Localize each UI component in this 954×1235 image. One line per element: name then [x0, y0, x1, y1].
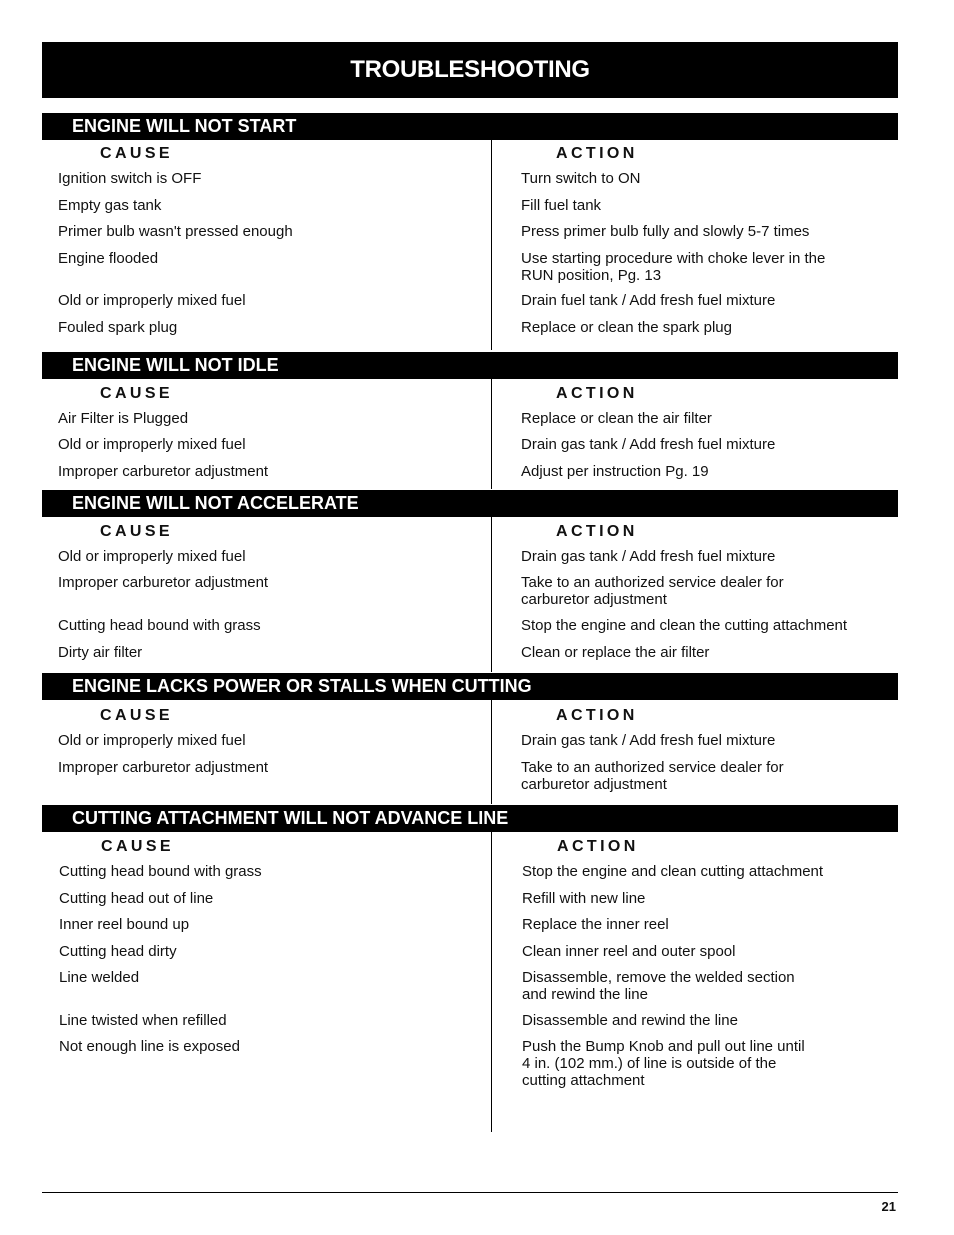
cause-text: Ignition switch is OFF: [58, 170, 202, 187]
cause-text: Improper carburetor adjustment: [58, 759, 269, 776]
cause-text: Dirty air filter: [58, 644, 143, 661]
cause-text: Fouled spark plug: [58, 319, 178, 336]
cause-text: Not enough line is exposed: [59, 1038, 240, 1055]
action-line: Replace or clean the air filter: [521, 410, 712, 427]
action-column-header: ACTION: [556, 523, 638, 540]
cause-column-header: CAUSE: [100, 145, 174, 162]
action-text: [521, 319, 732, 336]
action-line: Replace or clean the spark plug: [521, 319, 732, 336]
cause-text: Line welded: [59, 969, 140, 986]
action-line: Drain gas tank / Add fresh fuel mixture: [521, 436, 776, 453]
action-text: [521, 436, 775, 453]
action-column-header: ACTION: [557, 838, 639, 855]
cause-text: Line twisted when refilled: [59, 1012, 227, 1029]
cause-column-header: CAUSE: [100, 707, 174, 724]
action-text: [521, 732, 775, 749]
action-column-header: ACTION: [556, 707, 638, 724]
action-text: [521, 644, 709, 661]
action-line: Refill with new line: [522, 890, 646, 907]
cause-column-header: CAUSE: [100, 523, 174, 540]
cause-text: Old or improperly mixed fuel: [58, 732, 246, 749]
footer-rule: [42, 1192, 898, 1193]
action-text: [521, 292, 775, 309]
cause-text: Improper carburetor adjustment: [58, 463, 269, 480]
cause-text: Improper carburetor adjustment: [58, 574, 269, 591]
cause-text: Cutting head dirty: [59, 943, 177, 960]
cause-text: Old or improperly mixed fuel: [58, 548, 246, 565]
action-line: Drain gas tank / Add fresh fuel mixture: [521, 548, 776, 565]
action-line: Stop the engine and clean cutting attachment: [522, 863, 824, 880]
action-text: [522, 890, 645, 907]
action-line: and rewind the line: [522, 986, 648, 1003]
action-line: Drain fuel tank / Add fresh fuel mixture: [521, 292, 776, 309]
action-text: [521, 759, 784, 793]
action-text: [521, 410, 712, 427]
cause-text: Cutting head bound with grass: [59, 863, 262, 880]
cause-text: Engine flooded: [58, 250, 159, 267]
column-divider: [491, 379, 492, 489]
section-heading: ENGINE LACKS POWER OR STALLS WHEN CUTTING: [42, 673, 898, 700]
action-text: [522, 916, 669, 933]
action-line: Drain gas tank / Add fresh fuel mixture: [521, 732, 776, 749]
action-line: Use starting procedure with choke lever in the: [521, 250, 826, 267]
cause-text: Old or improperly mixed fuel: [58, 436, 246, 453]
action-column-header: ACTION: [556, 385, 638, 402]
action-line: cutting attachment: [522, 1072, 645, 1089]
column-divider: [491, 700, 492, 804]
action-line: carburetor adjustment: [521, 776, 667, 793]
action-line: Adjust per instruction Pg. 19: [521, 463, 709, 480]
action-line: Take to an authorized service dealer for: [521, 759, 784, 776]
page-number: 21: [881, 1199, 896, 1214]
action-text: [522, 1012, 738, 1029]
section-heading: ENGINE WILL NOT IDLE: [42, 352, 898, 379]
action-line: RUN position, Pg. 13: [521, 267, 662, 284]
action-line: Push the Bump Knob and pull out line until: [522, 1038, 805, 1055]
action-text: [521, 617, 847, 634]
action-column-header: ACTION: [556, 145, 638, 162]
action-text: [521, 250, 825, 284]
action-text: [521, 197, 601, 214]
action-line: Replace the inner reel: [522, 916, 669, 933]
action-text: [521, 548, 775, 565]
action-line: Disassemble and rewind the line: [522, 1012, 738, 1029]
column-divider: [491, 832, 492, 1132]
cause-column-header: CAUSE: [101, 838, 175, 855]
action-line: Stop the engine and clean the cutting attachment: [521, 617, 848, 634]
cause-text: Air Filter is Plugged: [58, 410, 189, 427]
action-text: [521, 463, 709, 480]
column-divider: [491, 517, 492, 672]
action-line: Disassemble, remove the welded section: [522, 969, 795, 986]
action-text: [522, 943, 735, 960]
section-heading: CUTTING ATTACHMENT WILL NOT ADVANCE LINE: [42, 805, 898, 832]
cause-text: Inner reel bound up: [59, 916, 190, 933]
action-line: Clean or replace the air filter: [521, 644, 710, 661]
action-text: [522, 1038, 805, 1089]
action-line: Turn switch to ON: [521, 170, 641, 187]
action-text: [521, 574, 784, 608]
cause-text: Cutting head bound with grass: [58, 617, 261, 634]
action-line: Fill fuel tank: [521, 197, 602, 214]
page-title: TROUBLESHOOTING: [42, 42, 898, 98]
action-text: [522, 969, 795, 1003]
section-heading: ENGINE WILL NOT START: [42, 113, 898, 140]
action-line: Clean inner reel and outer spool: [522, 943, 736, 960]
cause-text: Empty gas tank: [58, 197, 162, 214]
action-text: [522, 863, 823, 880]
cause-text: Primer bulb wasn't pressed enough: [58, 223, 293, 240]
action-line: carburetor adjustment: [521, 591, 667, 608]
action-line: Press primer bulb fully and slowly 5-7 times: [521, 223, 810, 240]
action-text: [521, 223, 809, 240]
cause-text: Old or improperly mixed fuel: [58, 292, 246, 309]
section-heading: ENGINE WILL NOT ACCELERATE: [42, 490, 898, 517]
action-line: Take to an authorized service dealer for: [521, 574, 784, 591]
column-divider: [491, 140, 492, 350]
action-text: [521, 170, 640, 187]
action-line: 4 in. (102 mm.) of line is outside of the: [522, 1055, 777, 1072]
cause-text: Cutting head out of line: [59, 890, 214, 907]
cause-column-header: CAUSE: [100, 385, 174, 402]
